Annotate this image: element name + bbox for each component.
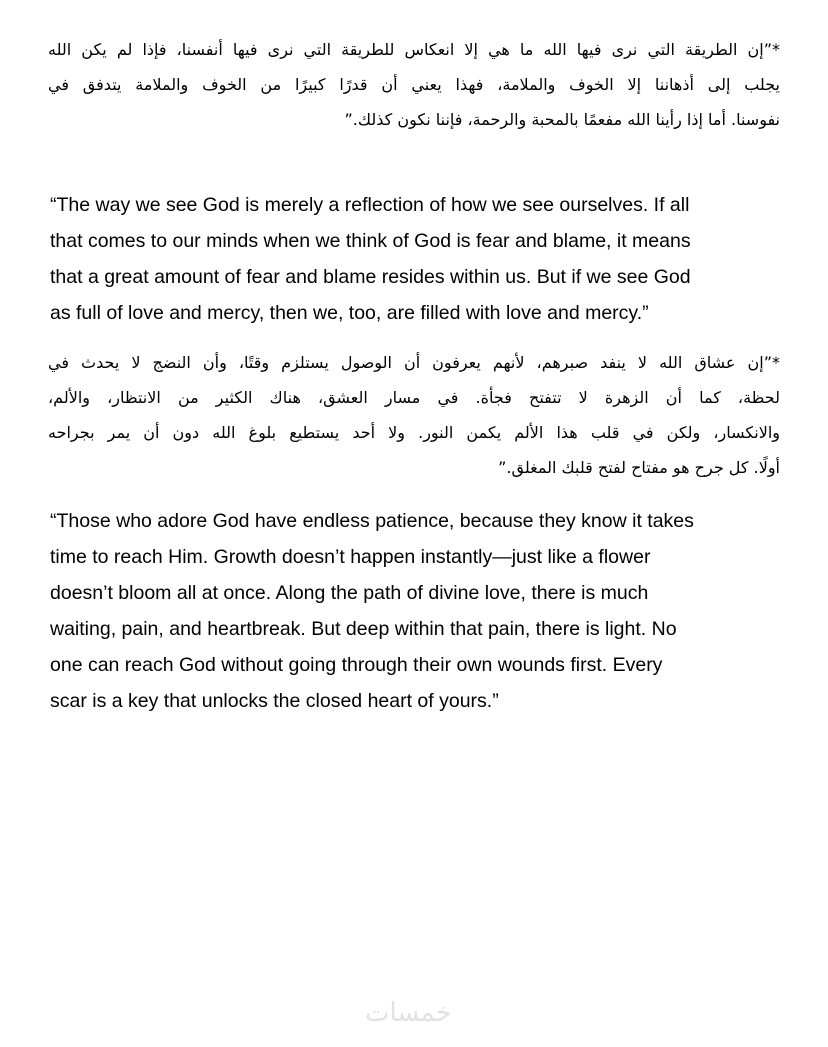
text-line: one can reach God without going through their own wounds first. Every [50, 654, 663, 676]
text-line: as full of love and mercy, then we, too, are filled with love and mercy.” [50, 302, 649, 324]
arabic-quote-2 [48, 345, 780, 485]
english-quote-1 [50, 187, 790, 331]
text-line: والانكسار، ولكن في قلب هذا الألم يكمن النور. ولا أحد يستطيع بلوغ الله دون أن يمر بجراحه [48, 423, 780, 442]
text-line: “The way we see God is merely a reflection of how we see ourselves. If all [50, 194, 690, 216]
text-line: scar is a key that unlocks the closed heart of yours.” [50, 690, 499, 712]
text-line: نفوسنا. أما إذا رأينا الله مفعمًا بالمحبة والرحمة، فإننا نكون كذلك.” [344, 110, 780, 129]
text-line: time to reach Him. Growth doesn’t happen instantly—just like a flower [50, 546, 651, 568]
text-line: that comes to our minds when we think of God is fear and blame, it means [50, 230, 691, 252]
text-line: *”إن الطريقة التي نرى فيها الله ما هي إلا انعكاس للطريقة التي نرى فيها أنفسنا، فإذا لم يكن الله [48, 40, 780, 59]
english-quote-2 [50, 503, 790, 719]
text-line: doesn’t bloom all at once. Along the path of divine love, there is much [50, 582, 649, 604]
text-line: that a great amount of fear and blame resides within us. But if we see God [50, 266, 691, 288]
text-line: “Those who adore God have endless patience, because they know it takes [50, 510, 694, 532]
text-line: لحظة، كما أن الزهرة لا تتفتح فجأة. في مسار العشق، هناك الكثير من الانتظار، والألم، [48, 388, 780, 407]
text-line: *”إن عشاق الله لا ينفد صبرهم، لأنهم يعرفون أن الوصول يستلزم وقتًا، وأن النضج لا يحدث في [48, 353, 780, 372]
text-line: أولًا. كل جرح هو مفتاح لفتح قلبك المغلق.” [498, 458, 780, 477]
text-line: waiting, pain, and heartbreak. But deep within that pain, there is light. No [50, 618, 677, 640]
text-line: يجلب إلى أذهاننا إلا الخوف والملامة، فهذا يعني أن قدرًا كبيرًا من الخوف والملامة يتدفق في [48, 75, 780, 94]
arabic-quote-1 [48, 32, 780, 137]
watermark-logo: خمسات [365, 998, 452, 1028]
